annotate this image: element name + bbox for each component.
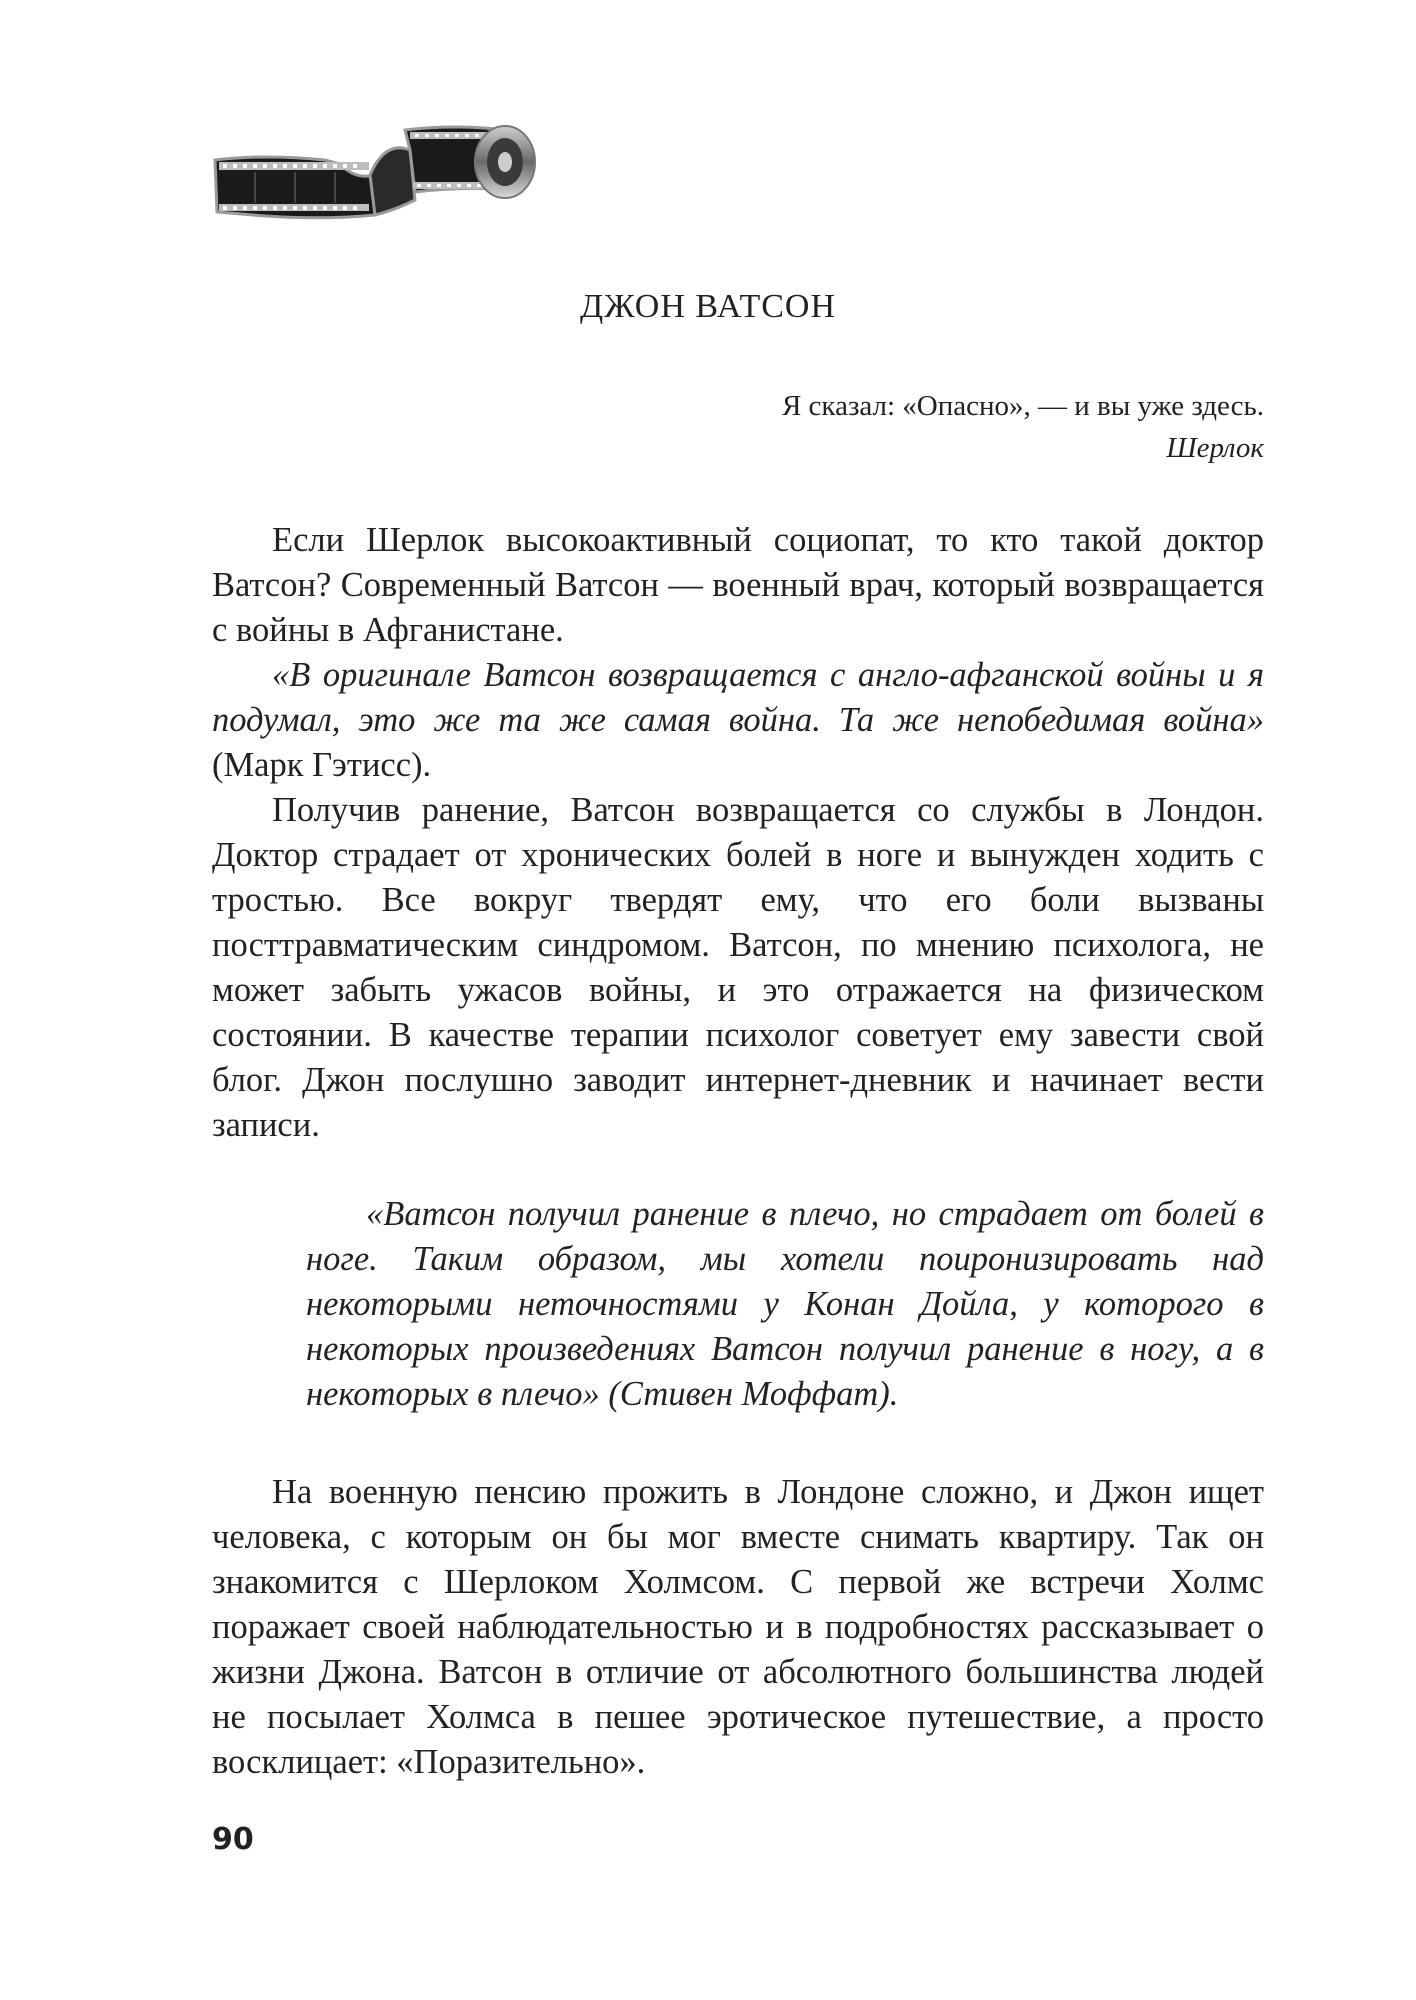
body-text-section-2 bbox=[212, 1470, 1264, 1785]
page-number: 90 bbox=[212, 1822, 254, 1857]
epigraph-source: Шерлок bbox=[1166, 432, 1264, 464]
paragraph-4: На военную пенсию прожить в Лондоне сложно, и Джон ищет человека, с которым он бы мог вместе снимать квартиру. Так он знакомится с Шерлоком Холмсом. С первой же встречи Холмс поражает своей наблюдательностью и в подробностях рассказывает о жизни Джона. Ватсон в отличие от абсолютного большинства людей не посылает Холмса в пешее эротическое путешествие, а просто восклицает: «Поразительно». bbox=[212, 1473, 1264, 1781]
paragraph-1: Если Шерлок высокоактивный социопат, то кто такой доктор Ватсон? Современный Ватсон — военный врач, который возвращается с войны в Афганистане. bbox=[212, 521, 1264, 649]
epigraph-quote: Я сказал: «Опасно», — и вы уже здесь. bbox=[781, 390, 1264, 422]
paragraph-3: Получив ранение, Ватсон возвращается со службы в Лондон. Доктор страдает от хронических болей в ноге и вынужден ходить с тростью. Все вокруг твердят ему, что его боли вызваны посттравматическим синдромом. Ватсон, по мнению психолога, не может забыть ужасов войны, и это отражается на физическом состоянии. В качестве терапии психолог советует ему завести свой блог. Джон послушно заводит интернет-дневник и начинает вести записи. bbox=[212, 791, 1264, 1144]
body-text-section-1 bbox=[212, 518, 1264, 1148]
paragraph-2-source: (Марк Гэтисс). bbox=[212, 746, 432, 784]
chapter-title: ДЖОН ВАТСОН bbox=[579, 288, 837, 325]
paragraph-2 bbox=[212, 653, 1264, 788]
block-quote-text: «Ватсон получил ранение в плечо, но страдает от болей в ноге. Таким образом, мы хотели поиронизировать над некоторыми неточностями у Конан Дойла, у которого в некоторых произведениях Ватсон получил ранение в ногу, а в некоторых в плечо» (Стивен Моффат). bbox=[306, 1195, 1264, 1413]
block-quote bbox=[306, 1192, 1264, 1417]
epigraph bbox=[564, 385, 1264, 469]
paragraph-2-quote: «В оригинале Ватсон возвращается с англо-афганской войны и я подумал, это же та же самая война. Та же непобедимая война» bbox=[212, 656, 1264, 739]
film-strip-icon bbox=[205, 120, 545, 230]
